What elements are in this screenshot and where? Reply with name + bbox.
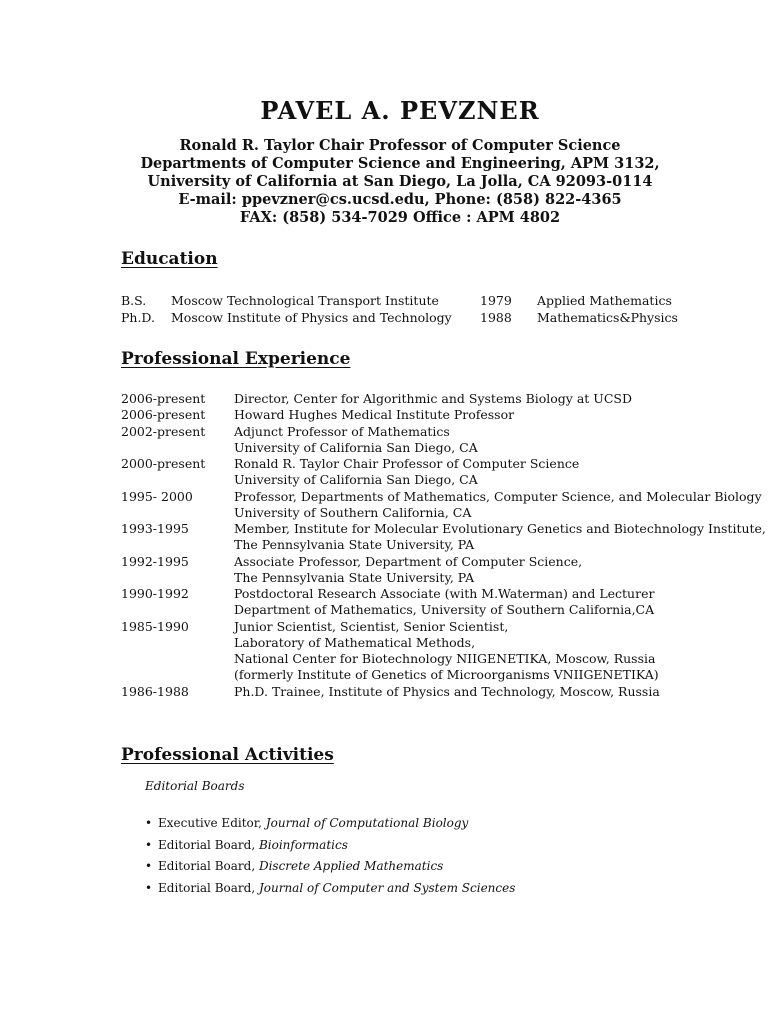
experience-entry [0, 391, 768, 407]
experience-date: 1986-1988 [121, 683, 189, 699]
field: Mathematics&Physics [537, 310, 678, 325]
year: 1988 [480, 310, 512, 325]
fax-office-line: FAX: (858) 534-7029 Office : APM 4802 [239, 209, 561, 226]
experience-line: Professor, Departments of Mathematics, Computer Science, and Molecular Biology [234, 488, 762, 504]
experience-entry [0, 521, 768, 554]
editorial-boards-subheading: Editorial Boards [145, 779, 245, 793]
journal-name: Bioinformatics [258, 837, 348, 852]
institution: Moscow Institute of Physics and Technology [171, 310, 452, 325]
experience-line: Ph.D. Trainee, Institute of Physics and Technology, Moscow, Russia [234, 683, 660, 699]
education-heading: Education [121, 249, 218, 269]
experience-date: 2006-present [121, 391, 206, 406]
experience-line: University of California San Diego, CA [234, 472, 478, 488]
experience-line: University of California San Diego, CA [234, 439, 478, 455]
experience-line: Member, Institute for Molecular Evolutionary Genetics and Biotechnology Institute, [234, 521, 766, 536]
experience-line: University of Southern California, CA [234, 504, 472, 520]
board-role: Editorial Board, [158, 837, 259, 852]
experience-entry [0, 424, 768, 457]
bullet-icon: • [145, 837, 153, 852]
list-item [145, 856, 515, 878]
experience-line: Junior Scientist, Scientist, Senior Scientist, [234, 618, 509, 634]
experience-date: 1985-1990 [121, 618, 189, 634]
field: Applied Mathematics [537, 293, 672, 308]
institution: Moscow Technological Transport Institute [171, 293, 439, 308]
experience-entry [0, 456, 768, 489]
activities-heading: Professional Activities [121, 745, 334, 765]
experience-line: Associate Professor, Department of Computer Science, [234, 553, 583, 569]
editorial-boards-list [145, 813, 515, 899]
board-role: Executive Editor, [158, 816, 266, 830]
experience-date: 2002-present [121, 423, 206, 439]
bullet-icon: • [145, 880, 153, 895]
board-role: Editorial Board, [158, 859, 259, 873]
experience-entry [0, 489, 768, 522]
experience-date: 1992-1995 [121, 553, 189, 569]
experience-heading: Professional Experience [121, 349, 351, 369]
experience-line: Director, Center for Algorithmic and Systems Biology at UCSD [234, 391, 632, 406]
journal-name: Journal of Computer and System Sciences [258, 880, 516, 895]
education-row [0, 293, 768, 309]
contact-block [0, 137, 768, 227]
experience-entry [0, 619, 768, 684]
degree: B.S. [121, 293, 147, 308]
experience-date: 1993-1995 [121, 521, 189, 536]
email-phone-line: E-mail: ppevzner@cs.ucsd.edu, Phone: (858) 822-4365 [178, 191, 622, 208]
education-row [0, 310, 768, 326]
experience-line: (formerly Institute of Genetics of Microorganisms VNIIGENETIKA) [234, 667, 659, 683]
list-item [145, 835, 515, 857]
position-line: Ronald R. Taylor Chair Professor of Computer Science [179, 137, 621, 154]
department-line: Departments of Computer Science and Engineering, APM 3132, [140, 155, 660, 172]
experience-line: National Center for Biotechnology NIIGENETIKA, Moscow, Russia [234, 651, 656, 666]
journal-name: Discrete Applied Mathematics [258, 859, 444, 873]
experience-line: Howard Hughes Medical Institute Professor [234, 407, 515, 423]
experience-entry [0, 684, 768, 700]
experience-line: The Pennsylvania State University, PA [234, 537, 475, 553]
experience-line: Postdoctoral Research Associate (with M.Waterman) and Lecturer [234, 586, 655, 601]
address-line: University of California at San Diego, La Jolla, CA 92093-0114 [147, 173, 653, 190]
list-item [145, 813, 515, 835]
bullet-icon: • [145, 859, 153, 873]
bullet-icon: • [145, 816, 153, 830]
journal-name: Journal of Computational Biology [265, 816, 469, 830]
experience-entry [0, 586, 768, 619]
experience-date: 2006-present [121, 407, 206, 423]
experience-date: 1990-1992 [121, 586, 189, 601]
experience-line: Ronald R. Taylor Chair Professor of Computer Science [234, 456, 580, 471]
experience-entry [0, 554, 768, 587]
experience-entry [0, 407, 768, 423]
experience-line: Department of Mathematics, University of Southern California,CA [234, 602, 655, 618]
experience-list [0, 391, 768, 700]
experience-line: Laboratory of Mathematical Methods, [234, 634, 476, 650]
degree: Ph.D. [121, 310, 155, 325]
experience-date: 1995- 2000 [121, 488, 193, 504]
board-role: Editorial Board, [158, 880, 259, 895]
list-item [145, 878, 515, 900]
experience-date: 2000-present [121, 456, 206, 471]
experience-line: The Pennsylvania State University, PA [234, 569, 475, 585]
experience-line: Adjunct Professor of Mathematics [234, 423, 450, 439]
cv-name-title: PAVEL A. PEVZNER [260, 96, 540, 125]
year: 1979 [480, 293, 512, 308]
